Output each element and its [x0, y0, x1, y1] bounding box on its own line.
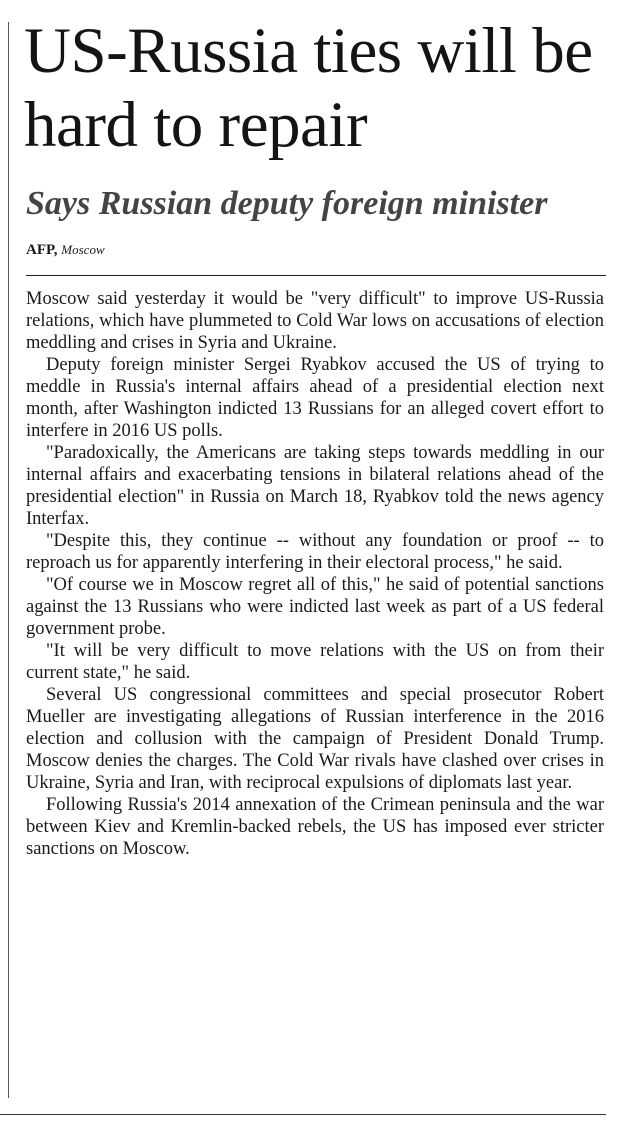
- bottom-divider: [0, 1114, 606, 1115]
- paragraph: "Despite this, they continue -- without any foundation or proof -- to reproach us for apparently interfering in their electoral process," he said.: [26, 531, 604, 573]
- section-divider: [26, 275, 606, 276]
- column-left-rule: [8, 22, 9, 1098]
- byline: [26, 240, 105, 260]
- paragraph: Moscow said yesterday it would be "very difficult" to improve US-Russia relations, which have plummeted to Cold War lows on accusations of election meddling and crises in Syria and Ukraine.: [26, 289, 604, 353]
- byline-agency: AFP,: [26, 242, 58, 258]
- paragraph: Deputy foreign minister Sergei Ryabkov accused the US of trying to meddle in Russia's internal affairs ahead of a presidential election next month, after Washington indicted 13 Russians for an alleged covert effort to interfere in 2016 US polls.: [26, 355, 604, 441]
- subheadline: Says Russian deputy foreign minister: [26, 185, 548, 222]
- article-body: [26, 288, 604, 860]
- paragraph: Several US congressional committees and special prosecutor Robert Mueller are investigating allegations of Russian interference in the 2016 election and collusion with the campaign of President Donald Trump. Moscow denies the charges. The Cold War rivals have clashed over crises in Ukraine, Syria and Iran, with reciprocal expulsions of diplomats last year.: [26, 685, 604, 793]
- headline: US-Russia ties will be hard to repair: [24, 15, 593, 161]
- paragraph: "Paradoxically, the Americans are taking steps towards meddling in our internal affairs and exacerbating tensions in bilateral relations ahead of the presidential election" in Russia on March 18, Ryabkov told the news agency Interfax.: [26, 443, 604, 529]
- byline-location: Moscow: [61, 242, 105, 257]
- paragraph: "It will be very difficult to move relations with the US on from their current state," he said.: [26, 641, 604, 683]
- paragraph: Following Russia's 2014 annexation of the Crimean peninsula and the war between Kiev and Kremlin-backed rebels, the US has imposed ever stricter sanctions on Moscow.: [26, 795, 604, 859]
- paragraph: "Of course we in Moscow regret all of this," he said of potential sanctions against the 13 Russians who were indicted last week as part of a US federal government probe.: [26, 575, 604, 639]
